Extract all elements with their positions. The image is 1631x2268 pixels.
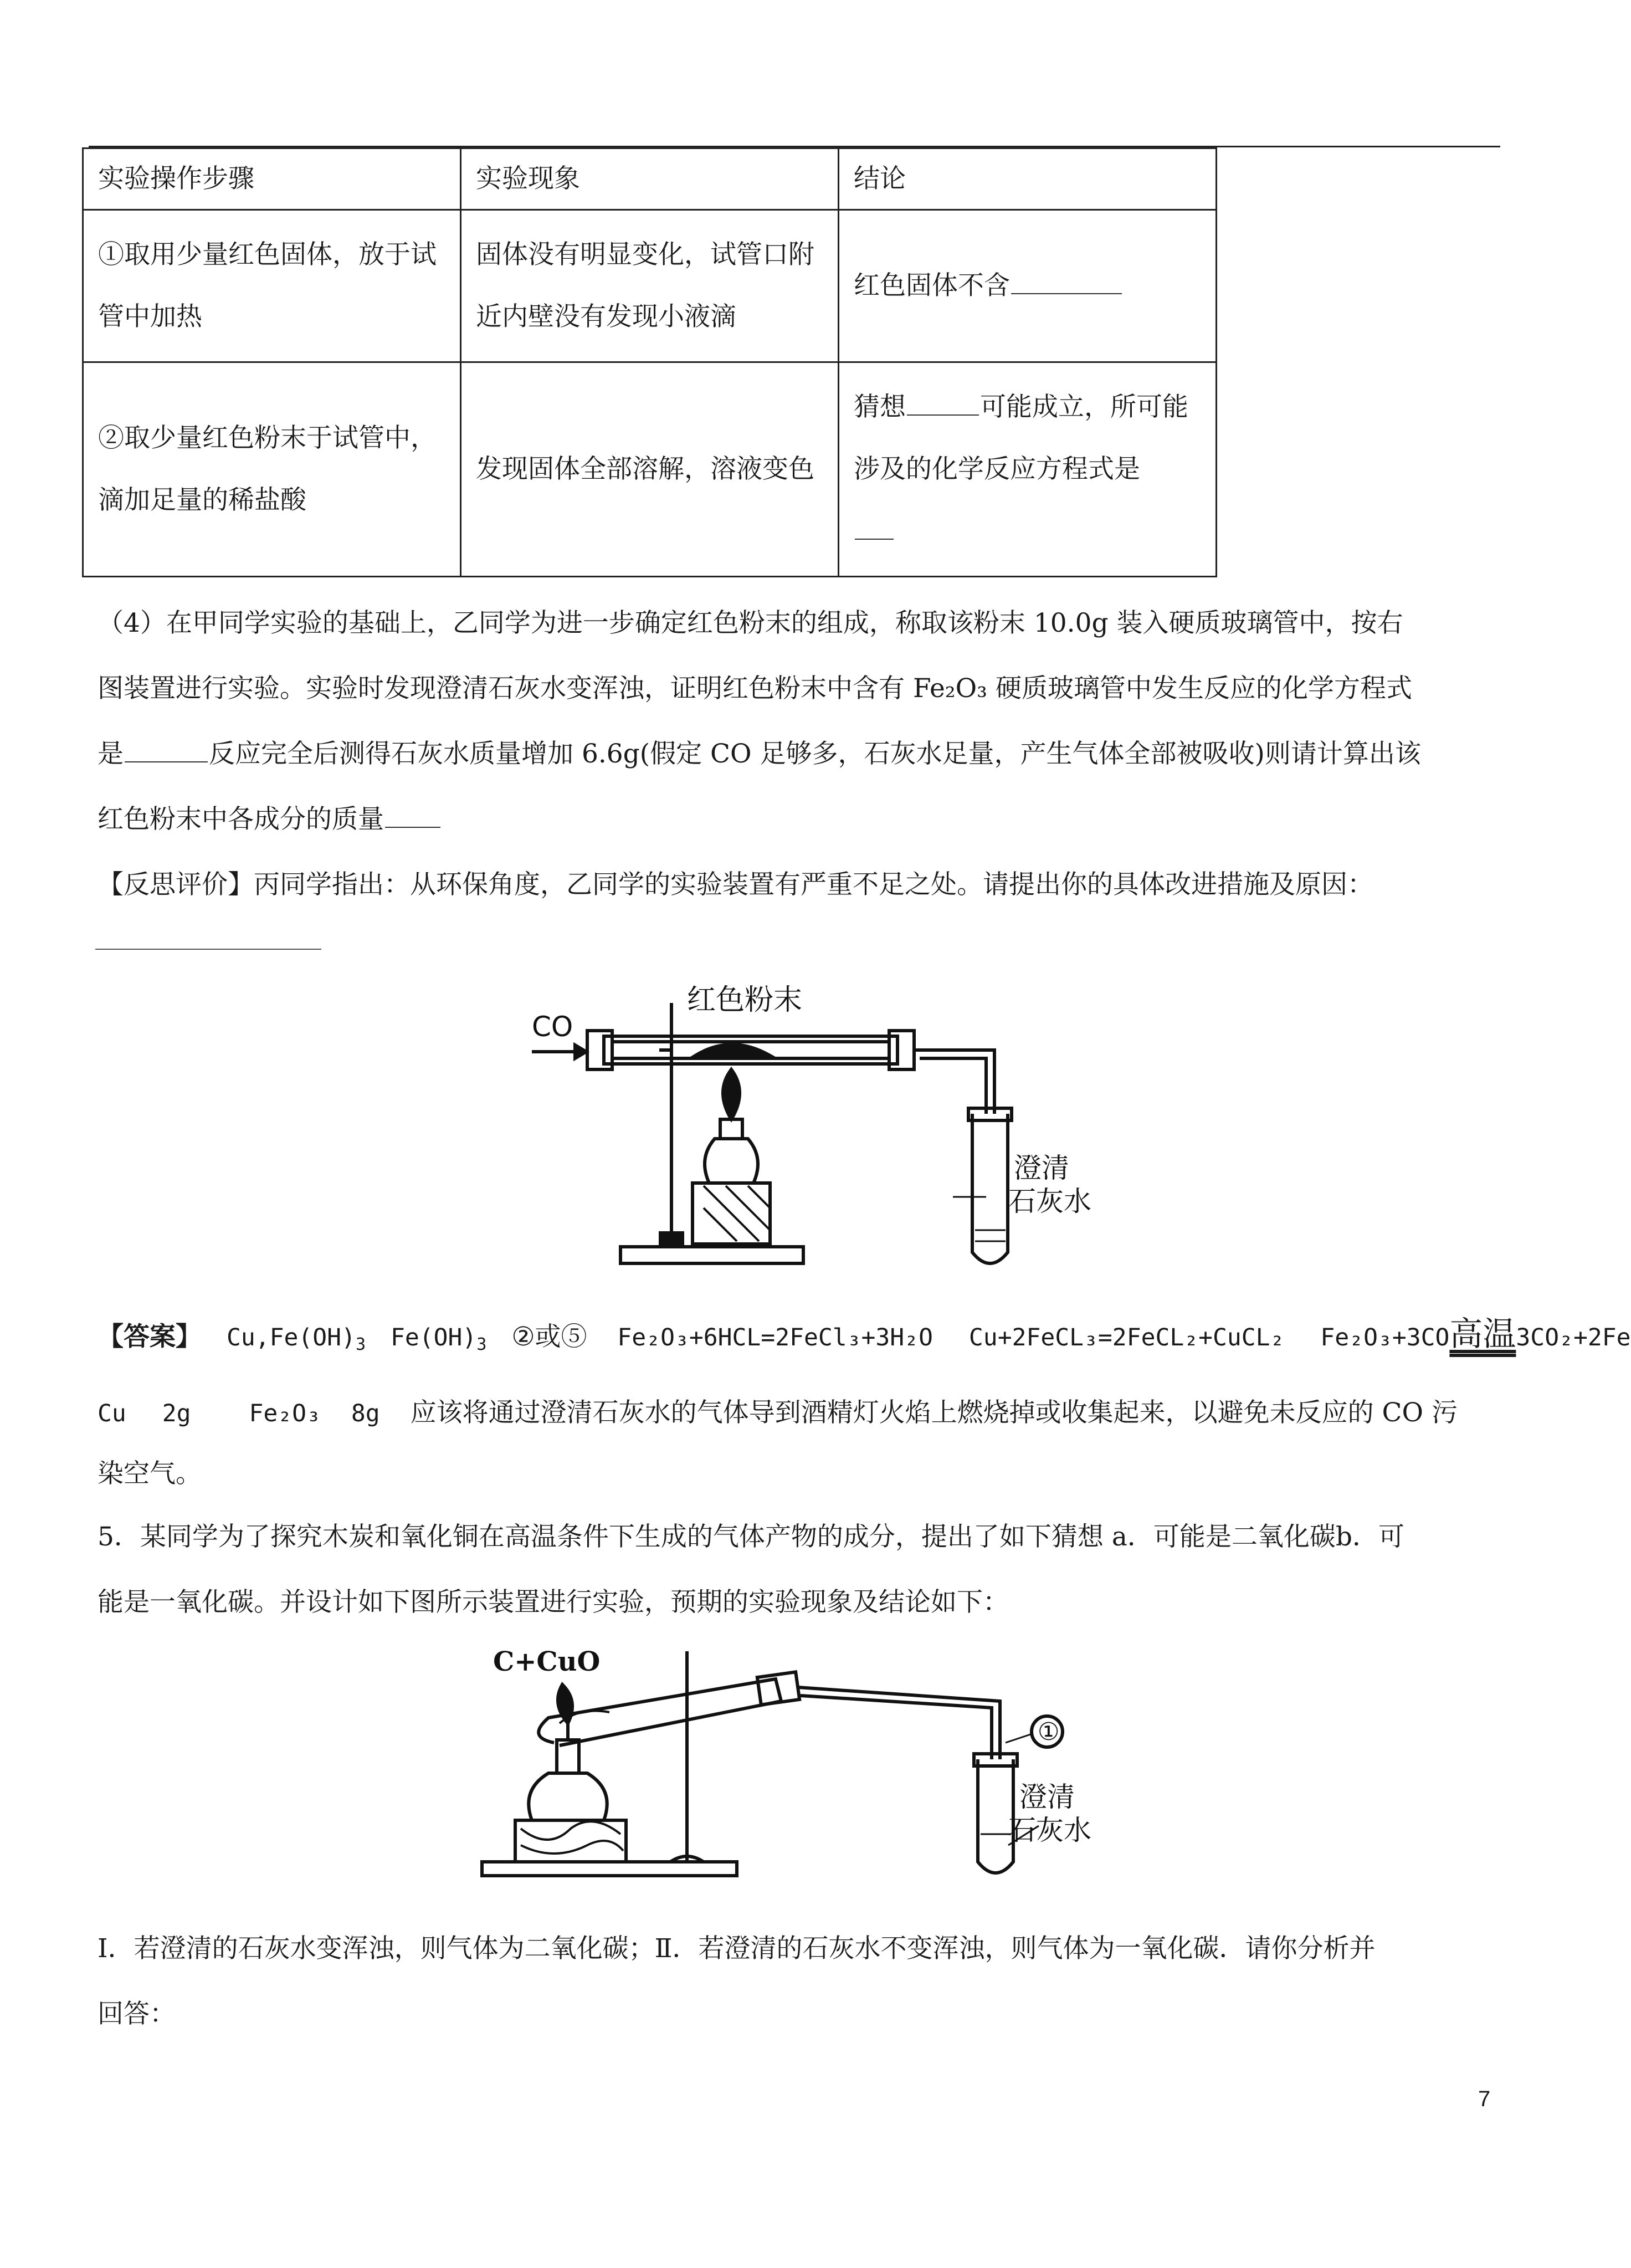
figure-label: 石灰水 bbox=[1008, 1185, 1091, 1217]
subscript: 3 bbox=[476, 1335, 487, 1354]
question-text: 反应完全后测得石灰水质量增加 6.6g(假定 CO 足够多，石灰水足量，产生气体全部被吸收)则请计算出该 bbox=[209, 739, 1421, 769]
table-header-cell: 实验现象 bbox=[461, 149, 839, 210]
subscript: 3 bbox=[355, 1335, 366, 1354]
reaction-condition: 高温 bbox=[1449, 1315, 1516, 1354]
conclusion-text: 猜想 bbox=[854, 392, 906, 422]
equation: 3CO₂+2Fe bbox=[1516, 1324, 1631, 1351]
question-text: 红色粉末中各成分的质量 bbox=[98, 804, 384, 834]
equation: Cu+2FeCL₃=2FeCL₂+CuCL₂ bbox=[968, 1324, 1285, 1351]
answer-blank bbox=[907, 414, 979, 416]
question-text: 能是一氧化碳。并设计如下图所示装置进行实验，预期的实验现象及结论如下： bbox=[98, 1587, 1009, 1617]
question-text: 5．某同学为了探究木炭和氧化铜在高温条件下生成的气体产物的成分，提出了如下猜想 a．可能是二氧化碳b．可 bbox=[98, 1522, 1404, 1552]
figure-label: 石灰水 bbox=[1008, 1814, 1091, 1846]
question-text bbox=[98, 721, 1505, 787]
answer-text: 应该将通过澄清石灰水的气体导到酒精灯火焰上燃烧掉或收集起来，以避免未反应的 CO 污 bbox=[410, 1397, 1458, 1428]
reflection-text: 【反思评价】丙同学指出：从环保角度，乙同学的实验装置有严重不足之处。请提出你的具体改进措施及原因： bbox=[98, 869, 1373, 900]
answer-item bbox=[390, 1324, 487, 1354]
answer-mass-value: 8g bbox=[351, 1400, 380, 1427]
question-text: （4）在甲同学实验的基础上，乙同学为进一步确定红色粉末的组成，称取该粉末 10.0g 装入硬质玻璃管中，按右 bbox=[98, 608, 1403, 638]
figure-label: ① bbox=[1038, 1718, 1060, 1746]
answer-item: Fe(OH) bbox=[390, 1324, 477, 1351]
table-row bbox=[83, 362, 1217, 577]
figure-label: 澄清 bbox=[1019, 1781, 1075, 1813]
table-cell-conclusion bbox=[839, 362, 1217, 577]
question-text: 回答： bbox=[98, 1999, 176, 2029]
table-cell-phenomenon: 固体没有明显变化，试管口附近内壁没有发现小液滴 bbox=[461, 210, 839, 362]
answer-item: Cu,Fe(OH) bbox=[226, 1324, 356, 1351]
answer-item: ②或⑤ bbox=[511, 1322, 587, 1352]
answer-line-3: 染空气。 bbox=[98, 1458, 202, 1489]
answer-blank bbox=[855, 538, 894, 540]
conclusion-text: 可能成立，所可能涉及的化学反应方程式是 bbox=[854, 392, 1188, 484]
co-reduction-apparatus-diagram bbox=[521, 984, 1091, 1280]
answer-line-1 bbox=[98, 1315, 1631, 1354]
answer-mass-value: 2g bbox=[162, 1400, 191, 1427]
question-text: 图装置进行实验。实验时发现澄清石灰水变浑浊，证明红色粉末中含有 Fe₂O₃ 硬质玻璃管中发生反应的化学方程式 bbox=[98, 673, 1412, 704]
answer-blank bbox=[95, 949, 321, 950]
table-cell-conclusion bbox=[839, 210, 1217, 362]
table-cell-operation: ①取用少量红色固体，放于试管中加热 bbox=[83, 210, 461, 362]
question-text: 是 bbox=[98, 739, 124, 769]
table-header-row bbox=[83, 149, 1217, 210]
carbon-copper-oxide-apparatus-diagram bbox=[482, 1640, 1114, 1890]
answer-blank bbox=[385, 826, 440, 828]
figure-label: CO bbox=[532, 1011, 573, 1043]
question-5 bbox=[98, 1504, 1505, 1635]
page-number: 7 bbox=[1478, 2087, 1491, 2111]
table-header-cell: 结论 bbox=[839, 149, 1217, 210]
figure-label: C+CuO bbox=[493, 1646, 601, 1677]
table-cell-phenomenon: 发现固体全部溶解，溶液变色 bbox=[461, 362, 839, 577]
table-header-cell: 实验操作步骤 bbox=[83, 149, 461, 210]
answer-mass-label: Fe₂O₃ bbox=[249, 1400, 321, 1427]
answer-mass-label: Cu bbox=[98, 1400, 126, 1427]
question-text bbox=[98, 787, 1505, 852]
equation: Fe₂O₃+6HCL=2FeCl₃+3H₂O bbox=[617, 1324, 933, 1351]
experiment-table bbox=[82, 147, 1217, 577]
answer-line-2 bbox=[98, 1396, 1604, 1430]
answer-tag: 【答案】 bbox=[98, 1322, 202, 1352]
figure-label: 红色粉末 bbox=[687, 984, 803, 1017]
conclusion-block bbox=[98, 1916, 1505, 2047]
answer-item bbox=[226, 1324, 366, 1354]
question-text: Ⅰ．若澄清的石灰水变浑浊，则气体为二氧化碳；Ⅱ．若澄清的石灰水不变浑浊，则气体为一氧化碳．请你分析并 bbox=[98, 1933, 1376, 1964]
table-row bbox=[83, 210, 1217, 362]
equation: Fe₂O₃+3CO bbox=[1320, 1324, 1450, 1351]
answer-blank bbox=[1011, 293, 1122, 294]
question-4 bbox=[98, 591, 1505, 918]
conclusion-text: 红色固体不含 bbox=[854, 270, 1010, 301]
table-cell-operation: ②取少量红色粉末于试管中，滴加足量的稀盐酸 bbox=[83, 362, 461, 577]
figure-label: 澄清 bbox=[1014, 1152, 1069, 1184]
answer-blank bbox=[125, 761, 208, 762]
